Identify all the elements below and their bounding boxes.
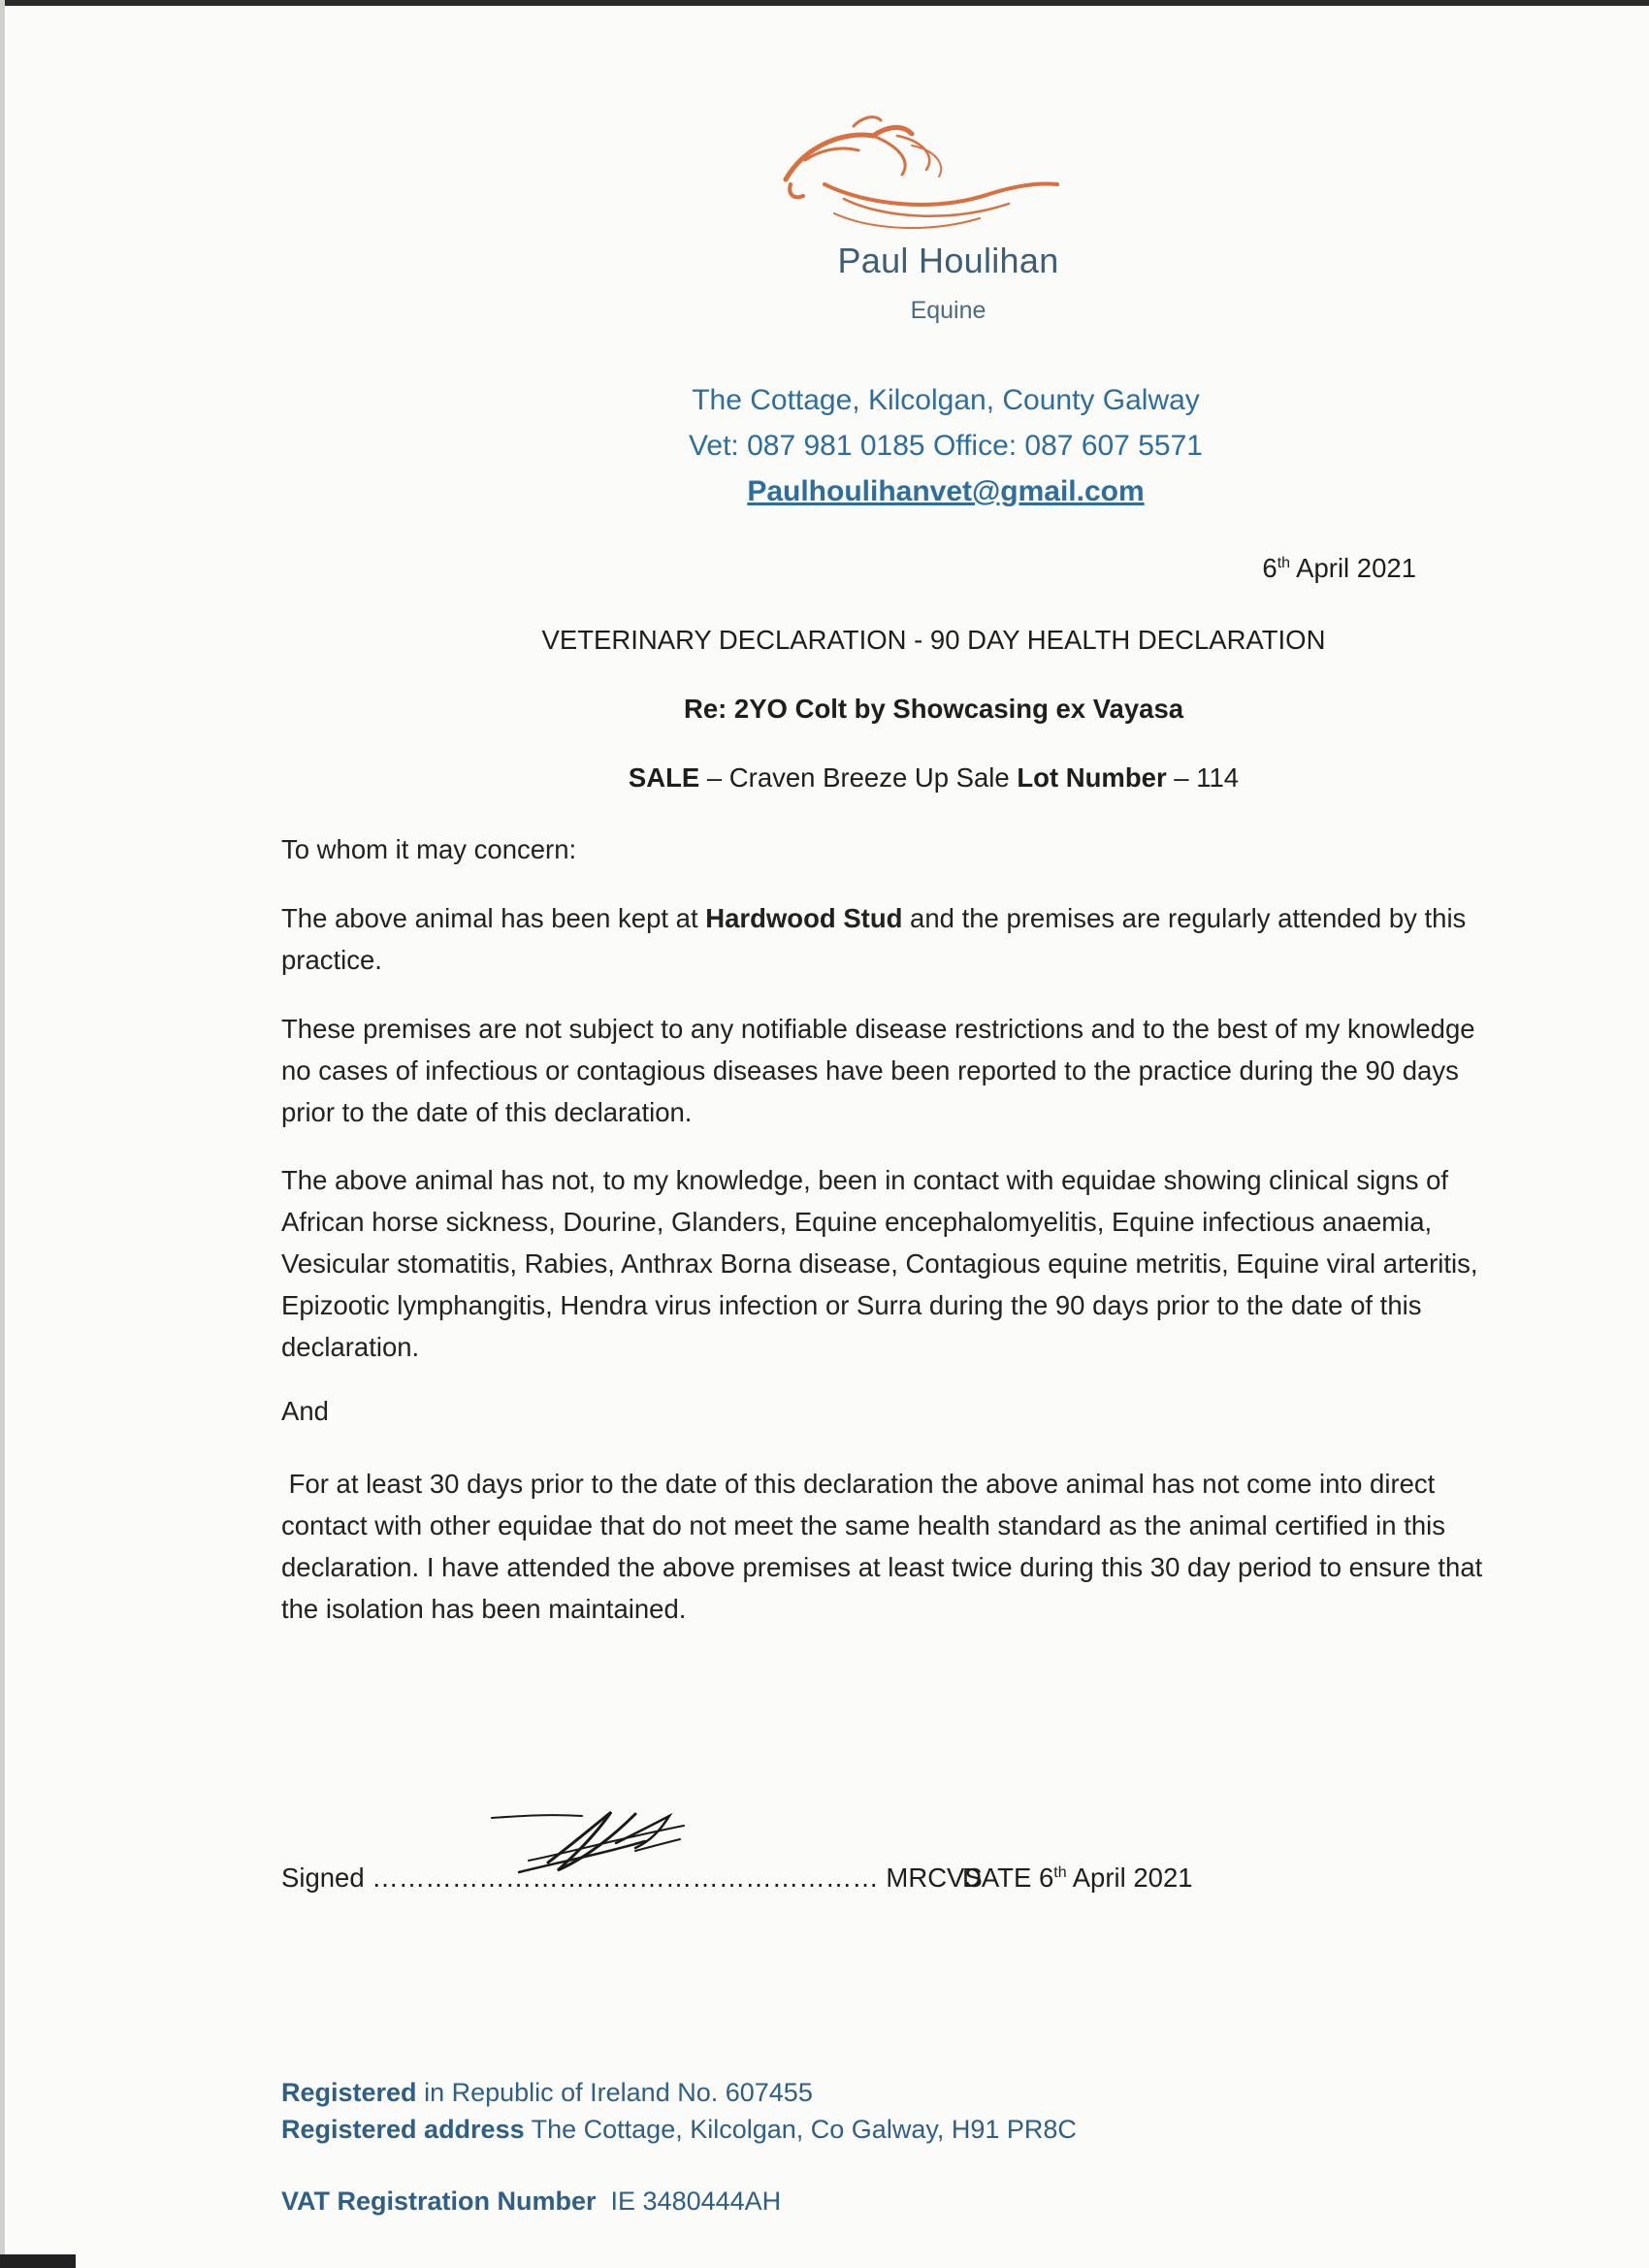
paragraph-3: The above animal has not, to my knowledge, been in contact with equidae showing clinical signs of African horse sickness, Dourine, Glanders, Equine encephalomyelitis, Equine infectious anaemia, Vesicular stomatitis, Rabies, Anthrax Borna disease, Contagious equine metritis, Equine viral arteritis, Epizootic lymphangitis, Hendra virus infection or Surra during the 90 days prior to the date of this declaration. — [281, 1165, 1478, 1362]
scan-edge-top — [0, 0, 1649, 6]
paragraph-2: These premises are not subject to any notifiable disease restrictions and to the best of my knowledge no cases of infectious or contagious diseases have been reported to the practice during the 90 days prior to the date of this declaration. — [281, 1014, 1475, 1127]
brand-subtitle: Equine — [910, 297, 986, 324]
footer-registered-address: Registered address The Cottage, Kilcolgan, Co Galway, H91 PR8C — [281, 2115, 1077, 2144]
document-heading: VETERINARY DECLARATION - 90 DAY HEALTH DECLARATION — [541, 625, 1326, 655]
and-line: And — [281, 1396, 329, 1426]
signature-date: DATE 6th April 2021 — [962, 1863, 1193, 1893]
email-link[interactable]: Paulhoulihanvet@gmail.com — [747, 475, 1145, 507]
brand-name: Paul Houlihan — [837, 241, 1059, 280]
mrcvs-label: MRCVS — [878, 1863, 983, 1893]
signed-label: Signed — [281, 1863, 372, 1893]
scan-corner — [0, 2254, 76, 2268]
signature-line — [281, 1863, 1445, 1894]
footer-vat: VAT Registration Number IE 3480444AH — [281, 2187, 782, 2216]
address-line: The Cottage, Kilcolgan, County Galway — [692, 384, 1200, 416]
horse-head-logo-icon — [766, 107, 1077, 252]
salutation: To whom it may concern: — [281, 834, 577, 864]
paragraph-4: For at least 30 days prior to the date of this declaration the above animal has not come into direct contact with other equidae that do not meet the same health standard as the animal certified in this declaration. I have attended the above premises at least twice during this 30 day period to ensure that the isolation has been maintained. — [281, 1469, 1490, 1624]
footer-registered: Registered in Republic of Ireland No. 607455 — [281, 2078, 813, 2107]
phone-line: Vet: 087 981 0185 Office: 087 607 5571 — [689, 430, 1203, 462]
letter-date: 6th April 2021 — [1262, 553, 1416, 583]
scan-edge-left — [0, 0, 5, 2268]
signature-dots: ………………………………………………… — [372, 1863, 879, 1893]
sale-line: SALE – Craven Breeze Up Sale Lot Number – 114 — [628, 762, 1240, 793]
paragraph-1: The above animal has been kept at Hardwood Stud and the premises are regularly attended by this practice. — [281, 903, 1467, 975]
re-line: Re: 2YO Colt by Showcasing ex Vayasa — [683, 694, 1184, 724]
